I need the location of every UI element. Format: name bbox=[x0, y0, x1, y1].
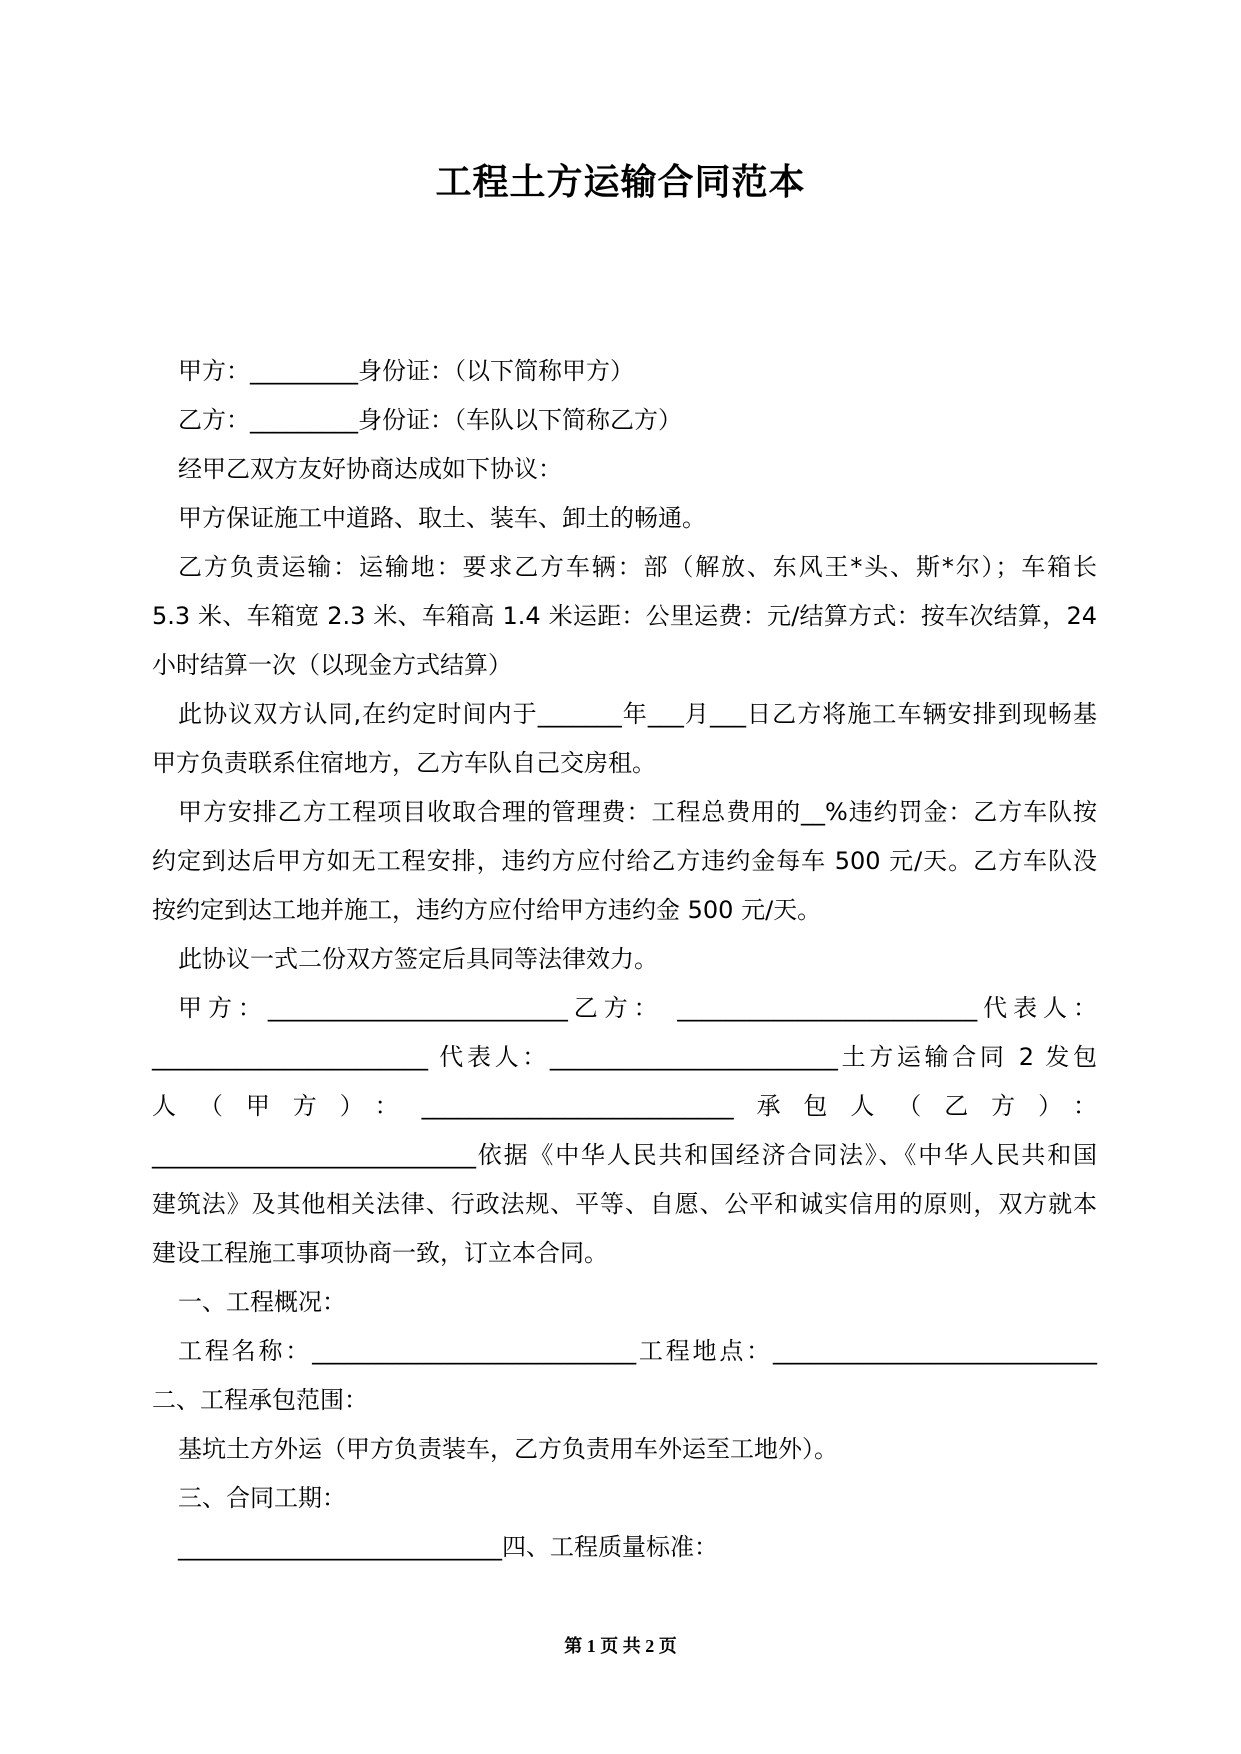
page-number: 第 1 页 共 2 页 bbox=[564, 1636, 677, 1656]
legal-basis-line: 建设工程施工事项协商一致，订立本合同。 bbox=[152, 1239, 608, 1267]
section-1-heading: 一、工程概况： bbox=[178, 1288, 346, 1316]
clause-transport-line: 5.3 米、车箱宽 2.3 米、车箱高 1.4 米运距：公里运费：元/结算方式：按车次结算，24 bbox=[152, 602, 1097, 630]
clause-road-access: 甲方保证施工中道路、取土、装车、卸土的畅通。 bbox=[178, 504, 706, 532]
clause-fees-line: 甲方安排乙方工程项目收取合理的管理费：工程总费用的__%违约罚金：乙方车队按 bbox=[178, 798, 1097, 826]
agreement-intro: 经甲乙双方友好协商达成如下协议： bbox=[178, 455, 562, 483]
section-4-line: ___________________________四、工程质量标准： bbox=[178, 1533, 718, 1561]
legal-basis-line: 建筑法》及其他相关法律、行政法规、平等、自愿、公平和诚实信用的原则，双方就本 bbox=[152, 1190, 1097, 1218]
signature-line: _______________________ 代表人：________________________土方运输合同 2 发包 bbox=[152, 1043, 1097, 1071]
clause-fees-line: 约定到达后甲方如无工程安排，违约方应付给乙方违约金每车 500 元/天。乙方车队没 bbox=[152, 847, 1097, 875]
clause-transport-line: 小时结算一次（以现金方式结算） bbox=[152, 651, 512, 679]
project-name-location-line: 工程名称：___________________________工程地点：___________________________ bbox=[178, 1337, 1097, 1365]
clause-transport-line: 乙方负责运输：运输地：要求乙方车辆：部（解放、东风王*头、斯*尔）；车箱长 bbox=[178, 553, 1097, 581]
contract-parties-line: 人（甲方）：__________________________承包人（乙方）： bbox=[152, 1092, 1097, 1120]
section-3-heading: 三、合同工期： bbox=[178, 1484, 346, 1512]
clause-arrival-line: 甲方负责联系住宿地方，乙方车队自己交房租。 bbox=[152, 749, 656, 777]
clause-effect: 此协议一式二份双方签定后具同等法律效力。 bbox=[178, 945, 658, 973]
party-b-line: 乙方：_________身份证：（车队以下简称乙方） bbox=[178, 406, 682, 434]
scope-text: 基坑土方外运（甲方负责装车，乙方负责用车外运至工地外）。 bbox=[178, 1435, 838, 1463]
clause-arrival-line: 此协议双方认同,在约定时间内于_______年___月___日乙方将施工车辆安排到现畅基 bbox=[178, 700, 1097, 728]
section-2-heading: 二、工程承包范围： bbox=[152, 1386, 368, 1414]
document-title: 工程土方运输合同范本 bbox=[435, 162, 806, 203]
legal-basis-line: ___________________________依据《中华人民共和国经济合同法》、《中华人民共和国 bbox=[152, 1141, 1097, 1169]
clause-fees-line: 按约定到达工地并施工，违约方应付给甲方违约金 500 元/天。 bbox=[152, 896, 822, 924]
signature-line: 甲方：_________________________乙方： _________________________代表人： bbox=[178, 994, 1097, 1022]
contract-body bbox=[152, 347, 1097, 1572]
party-a-line: 甲方：_________身份证：（以下简称甲方） bbox=[178, 357, 634, 385]
